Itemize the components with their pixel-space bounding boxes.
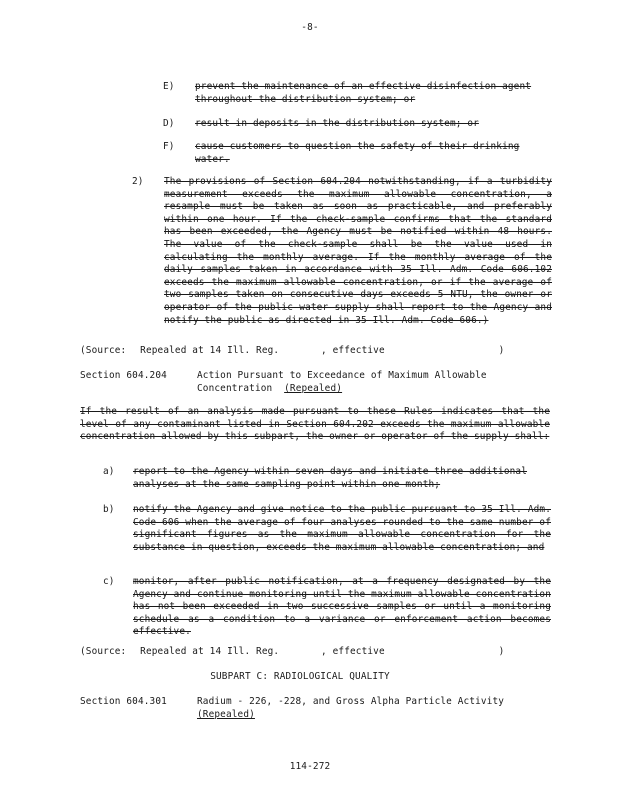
intro-paragraph: If the result of an analysis made pursuant to these Rules indicates that the level of any contaminant listed in Section 604.202 exceeds the maximum allowable concentration allowed by this subpart, the owner or operator of the supply shall:: [80, 406, 550, 443]
source-note: [80, 646, 550, 659]
subitem-label: c): [103, 576, 115, 587]
repealed-label: (Repealed): [197, 709, 255, 720]
section-number: Section 604.204: [80, 370, 167, 381]
item-label: E): [163, 81, 175, 92]
section-title-line2: Concentration: [197, 383, 273, 394]
paragraph-label: 2): [132, 176, 144, 187]
section-title-cont: [197, 383, 527, 396]
item-text: cause customers to question the safety of their drinking water.: [195, 141, 520, 165]
subitem-label: b): [103, 504, 115, 515]
source-lead: (Source:: [80, 646, 127, 657]
item-text: result in deposits in the distribution system; or: [195, 118, 479, 129]
section-number: Section 604.301: [80, 696, 167, 707]
source-effective: , effective: [321, 646, 385, 657]
repealed-label: (Repealed): [284, 383, 343, 394]
subitem-text: report to the Agency within seven days and initiate three additional analyses at the same sampling point within one month;: [133, 466, 528, 490]
subpart-heading: SUBPART C: RADIOLOGICAL QUALITY: [210, 671, 390, 682]
subitem-text: notify the Agency and give notice to the public pursuant to 35 Ill. Adm. Code 606 when the average of four analyses rounded to the same number of significant figures as the maximum allowable concentration for the substance in question, exceeds the maximum allowable concentration; and: [133, 504, 551, 553]
source-text: Repealed at 14 Ill. Reg.: [140, 646, 280, 657]
item-label: F): [163, 141, 175, 152]
source-close: ): [498, 646, 505, 657]
section-title: Action Pursuant to Exceedance of Maximum Allowable: [197, 370, 487, 381]
page-number: -8-: [301, 22, 319, 33]
source-lead: (Source:: [80, 345, 127, 356]
item-text: prevent the maintenance of an effective disinfection agent throughout the distribution system; or: [195, 81, 532, 105]
page-code: 114-272: [289, 761, 331, 772]
item-label: D): [163, 118, 175, 129]
source-text: Repealed at 14 Ill. Reg.: [140, 345, 280, 356]
source-close: ): [498, 345, 505, 356]
subitem-label: a): [103, 466, 115, 477]
subitem-text: monitor, after public notification, at a frequency designated by the Agency and continue monitoring until the maximum allowable concentration has not been exceeded in two successive samples or until a monitoring schedule as a condition to a variance or enforcement action becomes effective.: [133, 576, 551, 638]
section-title: Radium - 226, -228, and Gross Alpha Particle Activity: [197, 696, 505, 707]
source-note: [80, 345, 550, 358]
paragraph-text: The provisions of Section 604.204 notwithstanding, if a turbidity measurement exceeds the maximum allowable concentration, a resample must be taken as soon as practicable, and preferably within one hour. If the check-sample confirms that the standard has been exceeded, the Agency must be notified within 48 hours. The value of the check-sample shall be the value used in calculating the monthly average. If the monthly average of the daily samples taken in accordance with 35 Ill. Adm. Code 606.102 exceeds the maximum allowable concentration, or if the average of two samples taken on consecutive days exceeds 5 NTU, the owner or operator of the public water supply shall report to the Agency and notify the public as directed in 35 Ill. Adm. Code 606.): [164, 176, 552, 326]
source-effective: , effective: [321, 345, 385, 356]
